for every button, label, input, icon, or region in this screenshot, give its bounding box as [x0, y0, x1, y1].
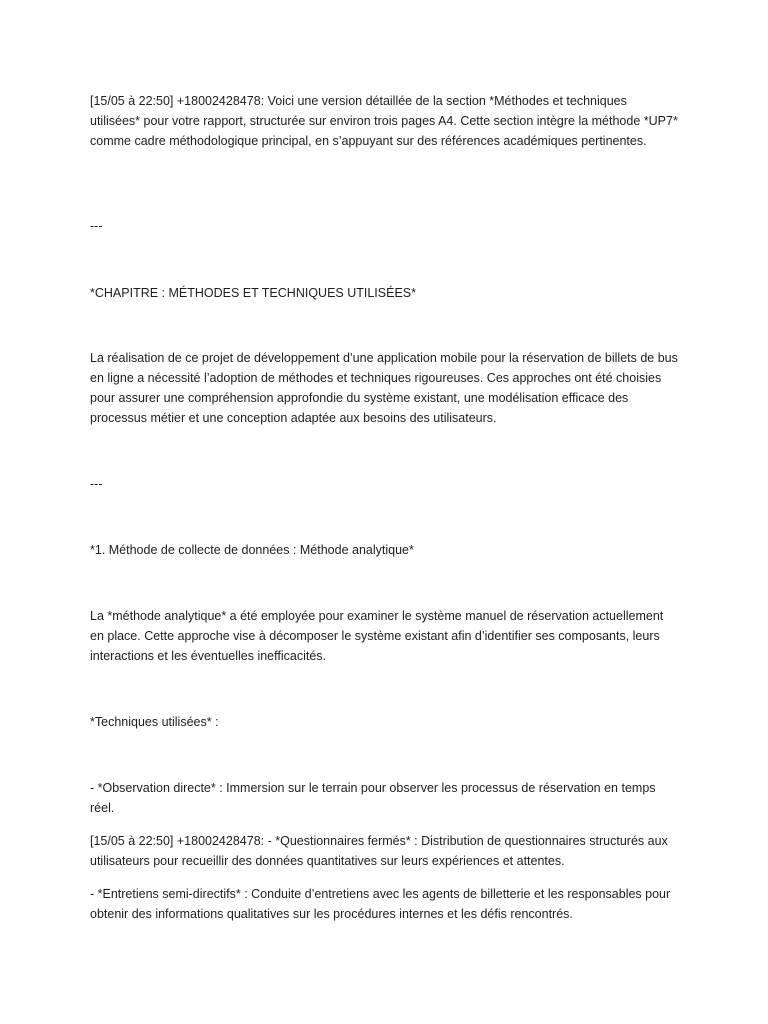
section-paragraph: La *méthode analytique* a été employée pour examiner le système manuel de réservation actuellement en place. Cette approche vise à décomposer le système existant afin d’identifier ses composants, leurs interactions et les éventuelles inefficacités. [90, 609, 664, 663]
list-item-observation: - *Observation directe* : Immersion sur le terrain pour observer les processus de réservation en temps réel. [90, 781, 656, 815]
chapter-title: *CHAPITRE : MÉTHODES ET TECHNIQUES UTILISÉES* [90, 286, 416, 300]
section-heading: *1. Méthode de collecte de données : Méthode analytique* [90, 543, 414, 557]
separator-text: --- [90, 219, 103, 233]
intro-message-paragraph: [15/05 à 22:50] +18002428478: Voici une version détaillée de la section *Méthodes et techniques utilisées* pour votre rapport, structurée sur environ trois pages A4. Cette section intègre la méthode *UP7* comme cadre méthodologique principal, en s’appuyant sur des références académiques pertinentes. [90, 94, 678, 148]
chapter-intro-paragraph: La réalisation de ce projet de développement d’une application mobile pour la réservation de billets de bus en ligne a nécessité l’adoption de méthodes et techniques rigoureuses. Ces approches ont été choisies pour assurer une compréhension approfondie du système existant, une modélisation efficace des processus métier et une conception adaptée aux besoins des utilisateurs. [90, 351, 678, 425]
list-item-entretiens: - *Entretiens semi-directifs* : Conduite d’entretiens avec les agents de billetterie et les responsables pour obtenir des informations qualitatives sur les procédures internes et les défis rencontrés. [90, 887, 671, 921]
separator-text: --- [90, 477, 103, 491]
list-item-questionnaires: [15/05 à 22:50] +18002428478: - *Questionnaires fermés* : Distribution de questionnaires structurés aux utilisateurs pour recueillir des données quantitatives sur leurs expériences et attentes. [90, 834, 668, 868]
techniques-heading: *Techniques utilisées* : [90, 715, 219, 729]
